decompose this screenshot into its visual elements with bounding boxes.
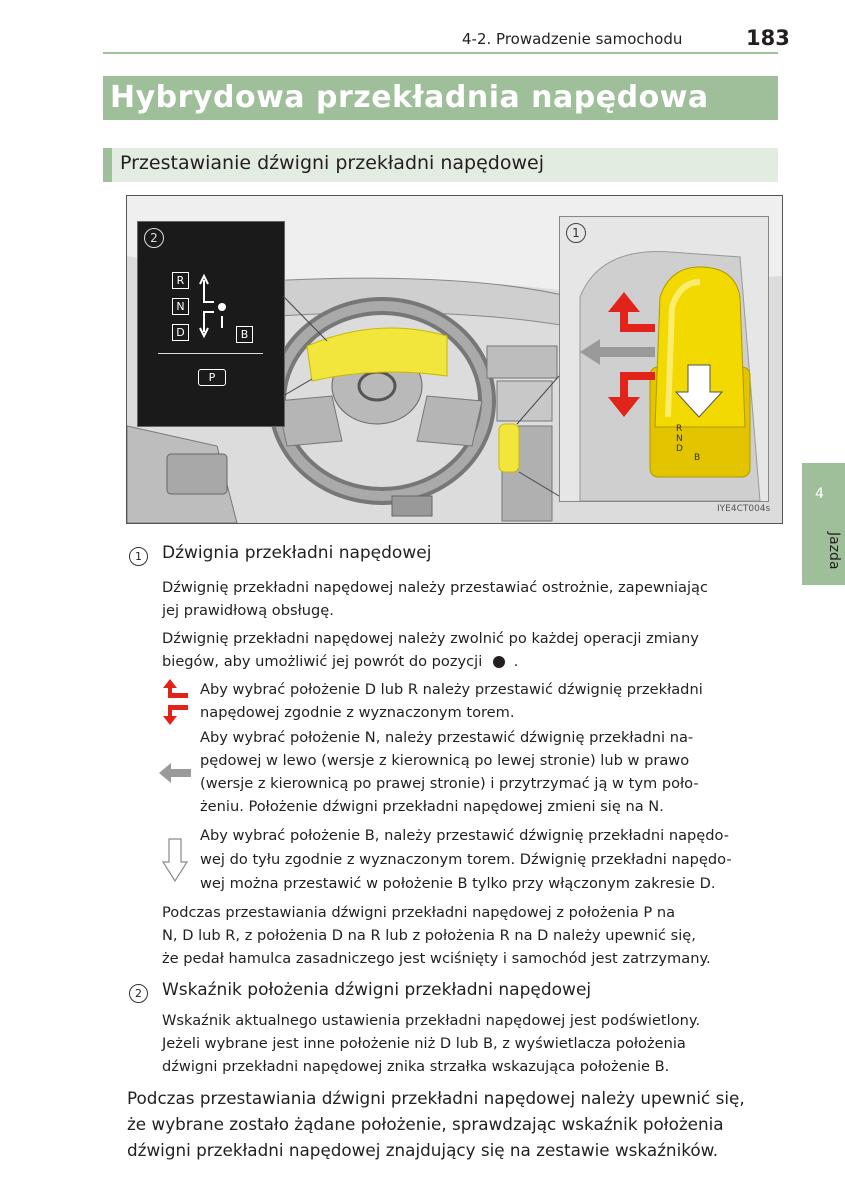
indicator-n: N (172, 298, 189, 315)
item1-heading: Dźwignia przekładni napędowej (162, 543, 432, 563)
lever-inset (559, 216, 769, 502)
item2-p1-line3: dźwigni przekładni napędowej znika strzałka wskazująca położenie B. (162, 1058, 670, 1075)
indicator-r: R (172, 272, 189, 289)
grey-arrow-line3: (wersje z kierownicą po prawej stronie) i przytrzymać ją w tym poło- (200, 775, 699, 792)
red-up-down-arrows-icon (162, 678, 190, 726)
item1-p1-line1: Dźwignię przekładni napędowej należy przestawiać ostrożnie, zapewniając (162, 579, 709, 596)
grey-arrow-line4: żeniu. Położenie dźwigni przekładni napędowej zmieni się na N. (200, 798, 664, 815)
lever-label-b: B (694, 453, 701, 463)
item2-marker: 2 (129, 984, 148, 1003)
indicator-b: B (236, 326, 253, 343)
item1-p2-line1: Dźwignię przekładni napędowej należy zwolnić po każdej operacji zmiany (162, 630, 699, 647)
header-divider (103, 52, 778, 54)
item1-p3-line1: Podczas przestawiania dźwigni przekładni napędowej z położenia P na (162, 904, 676, 921)
item1-p2-suffix: . (513, 653, 519, 670)
section-subtitle: Przestawianie dźwigni przekładni napędowej (120, 152, 545, 174)
item2-marker-wrap (129, 982, 148, 1003)
page-number: 183 (746, 26, 790, 50)
item1-p2-line2 (162, 650, 518, 673)
closing-line1: Podczas przestawiania dźwigni przekładni napędowej należy upewnić się, (127, 1088, 745, 1108)
item1-p1-line2: jej prawidłową obsługę. (162, 602, 334, 619)
item1-p3-line2: N, D lub R, z położenia D na R lub z położenia R na D należy upewnić się, (162, 927, 696, 944)
down-arrow-line3: wej można przestawić w położenie B tylko przy włączonym zakresie D. (200, 875, 716, 892)
closing-line2: że wybrane zostało żądane położenie, sprawdzając wskaźnik położenia (127, 1114, 724, 1134)
grey-left-arrow-icon (158, 762, 192, 784)
callout-1: 1 (566, 223, 586, 243)
position-dot-icon (493, 656, 505, 668)
red-arrow-line1: Aby wybrać położenie D lub R należy przestawić dźwignię przekładni (200, 681, 703, 698)
lever-label-d: D (676, 444, 683, 454)
white-down-arrow-icon (162, 838, 188, 882)
subtitle-accent (103, 148, 112, 182)
lever-label-r: R (676, 424, 683, 434)
item2-p1-line1: Wskaźnik aktualnego ustawienia przekładni napędowej jest podświetlony. (162, 1012, 701, 1029)
item1-p2-line2-text: biegów, aby umożliwić jej powrót do pozycji (162, 653, 483, 670)
section-header: 4-2. Prowadzenie samochodu (462, 30, 683, 48)
item1-p3-line3: że pedał hamulca zasadniczego jest wciśnięty i samochód jest zatrzymany. (162, 950, 711, 967)
down-arrow-line2: wej do tyłu zgodnie z wyznaczonym torem. Dźwignię przekładni napędo- (200, 851, 732, 868)
closing-line3: dźwigni przekładni napędowej znajdujący się na zestawie wskaźników. (127, 1140, 719, 1160)
indicator-p: P (198, 369, 226, 386)
image-code: IYE4CT004s (717, 504, 771, 514)
chapter-label: Jazda (826, 532, 842, 570)
grey-arrow-line1: Aby wybrać położenie N, należy przestawić dźwignię przekładni na- (200, 729, 694, 746)
item2-p1-line2: Jeżeli wybrane jest inne położenie niż D lub B, z wyświetlacza położenia (162, 1035, 686, 1052)
lever-drawing (560, 217, 768, 501)
dashboard-illustration (126, 195, 783, 524)
chapter-number: 4 (815, 486, 824, 502)
lever-label-n: N (676, 434, 683, 444)
red-arrow-line2: napędowej zgodnie z wyznaczonym torem. (200, 704, 515, 721)
down-arrow-line1: Aby wybrać położenie B, należy przestawić dźwignię przekładni napędo- (200, 827, 729, 844)
item2-heading: Wskaźnik położenia dźwigni przekładni napędowej (162, 980, 592, 1000)
grey-arrow-line2: pędowej w lewo (wersje z kierownicą po lewej stronie) lub w prawo (200, 752, 690, 769)
indicator-d: D (172, 324, 189, 341)
callout-2: 2 (144, 228, 164, 248)
item1-marker-wrap (129, 545, 148, 566)
page-title: Hybrydowa przekładnia napędowa (110, 80, 709, 115)
item1-marker: 1 (129, 547, 148, 566)
